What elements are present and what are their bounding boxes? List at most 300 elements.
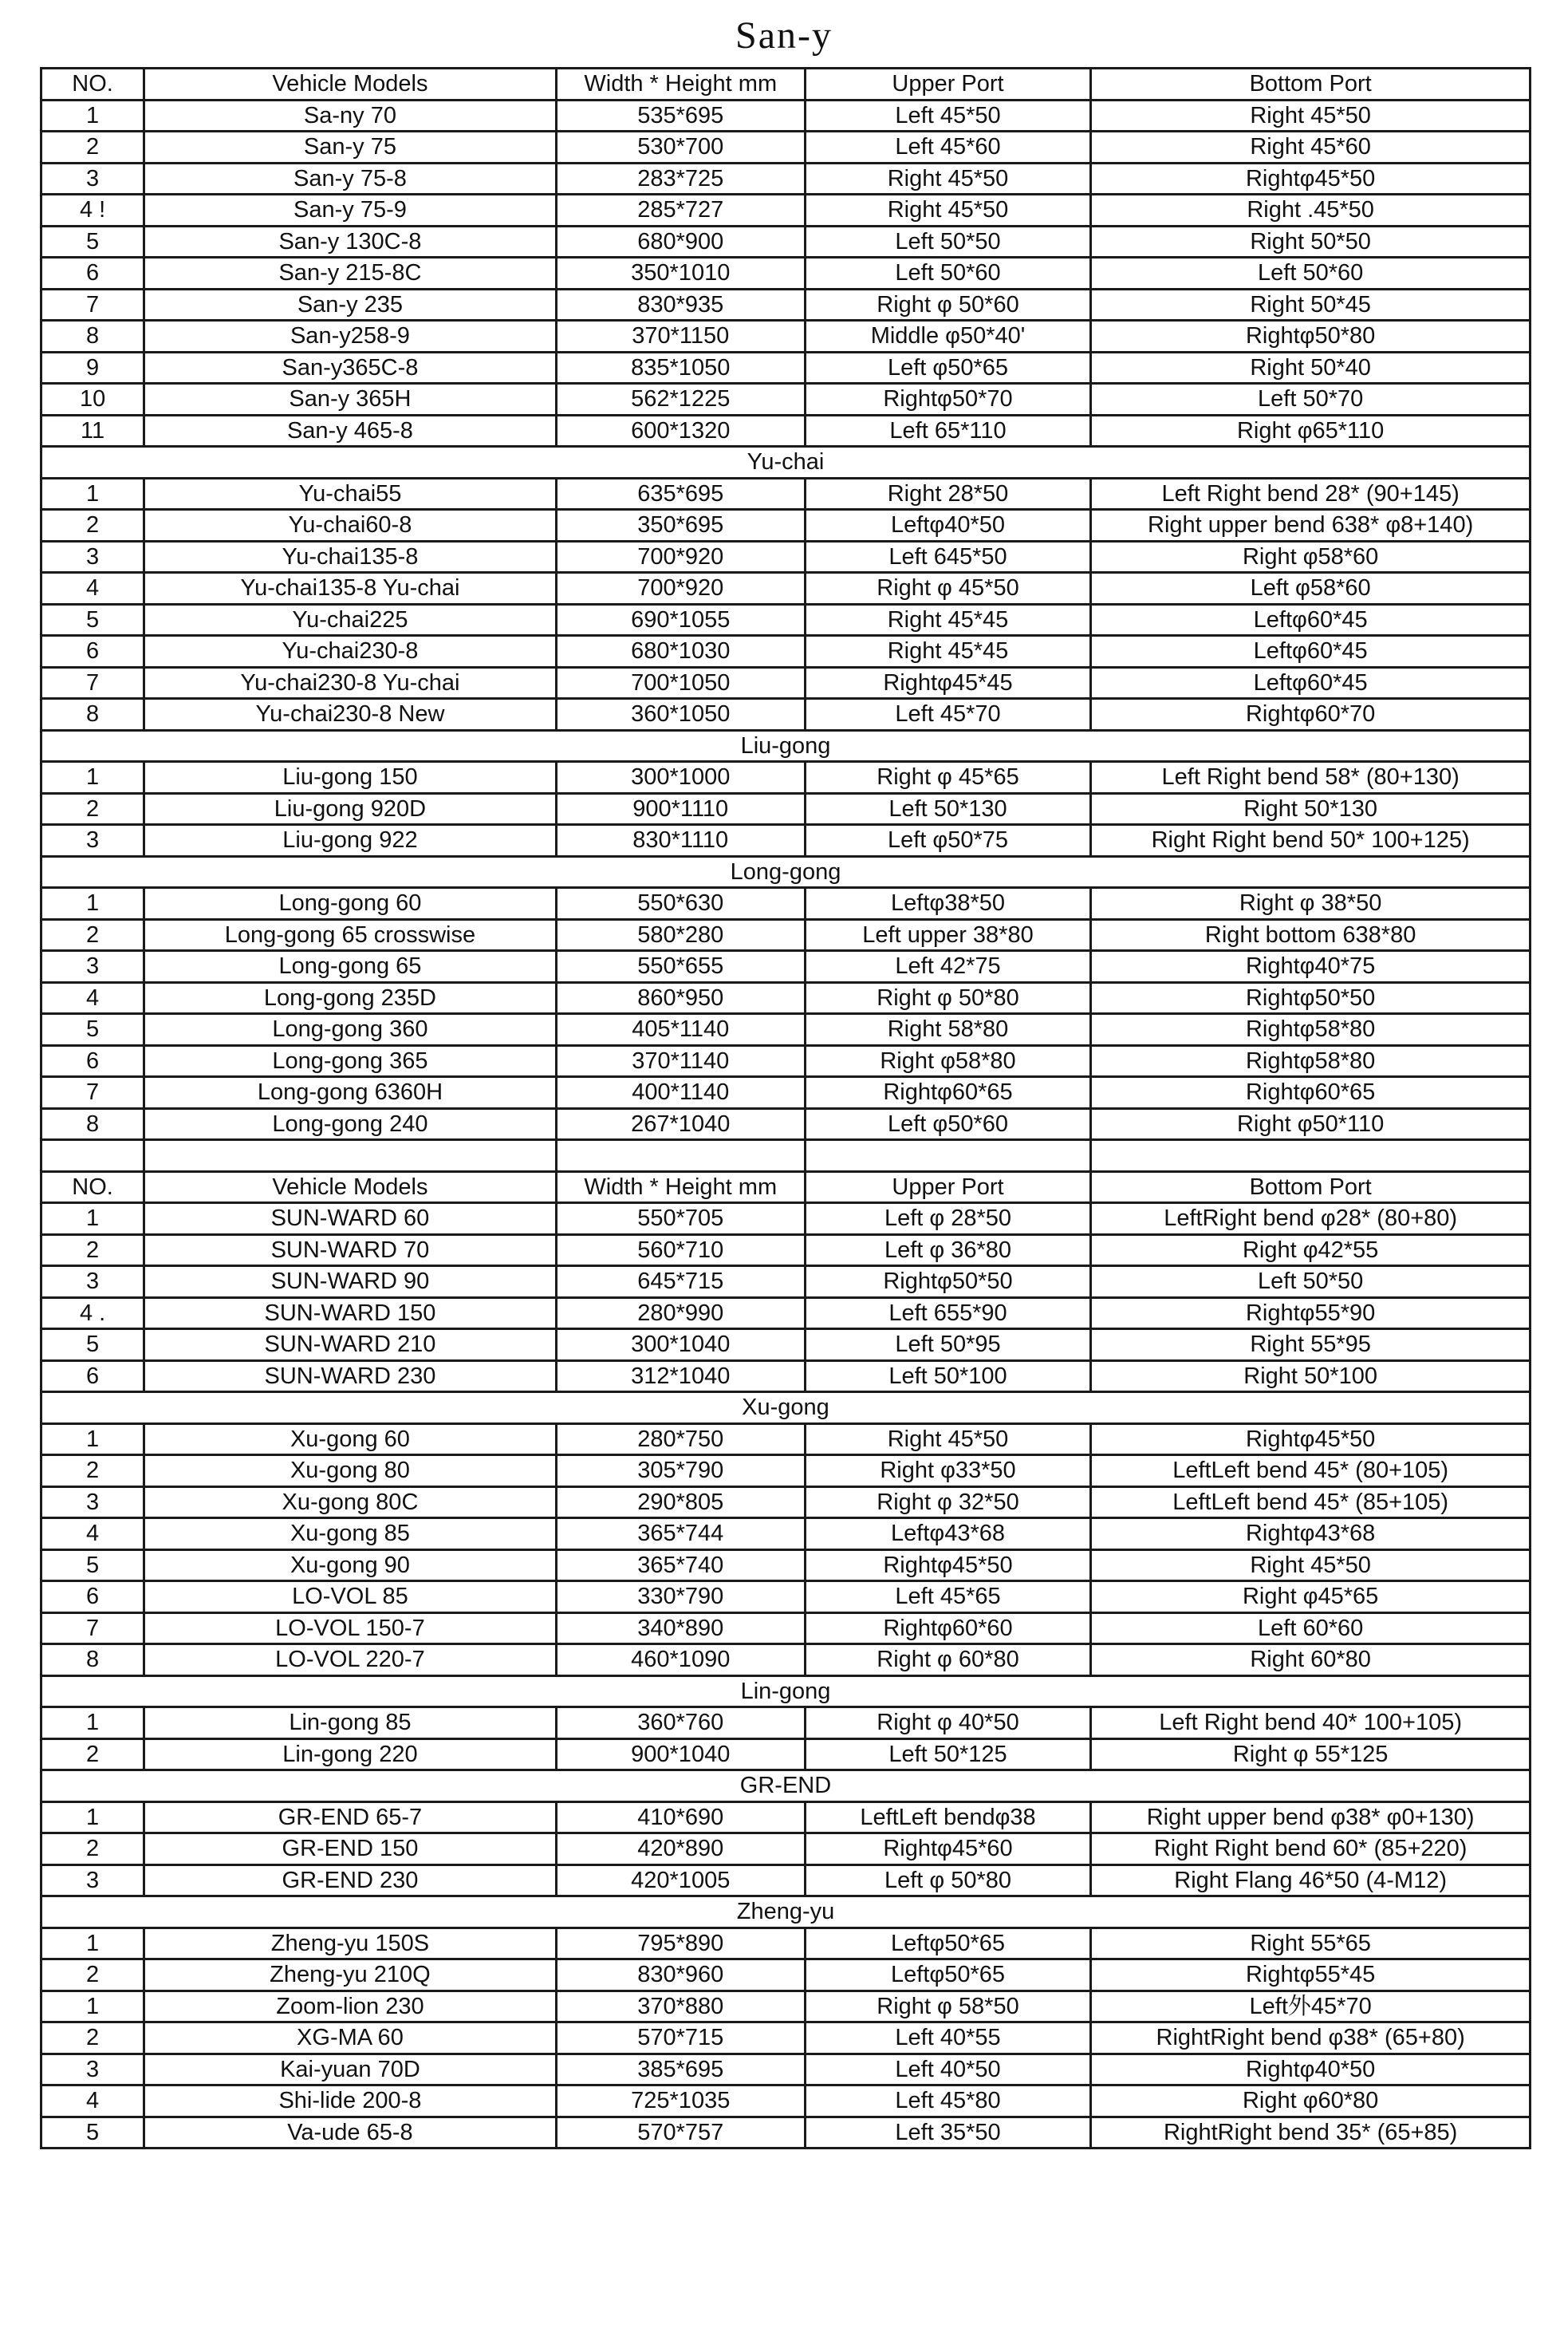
table-row (41, 604, 1531, 636)
column-header: Bottom Port (1091, 69, 1531, 101)
bottom-port-cell: Right φ50*110 (1091, 1108, 1531, 1140)
number-cell: 6 (41, 1360, 144, 1392)
size-cell: 635*695 (556, 478, 805, 510)
vehicle-model-cell: Xu-gong 85 (144, 1518, 557, 1550)
table-row (41, 1486, 1531, 1518)
vehicle-model-cell: Yu-chai230-8 Yu-chai (144, 667, 557, 699)
vehicle-model-cell: Yu-chai60-8 (144, 510, 557, 542)
number-cell: 3 (41, 541, 144, 573)
table-row (41, 1864, 1531, 1896)
size-cell: 560*710 (556, 1234, 805, 1266)
number-cell: 1 (41, 1423, 144, 1455)
size-cell: 680*1030 (556, 636, 805, 668)
table-row (41, 384, 1531, 416)
table-row (41, 2117, 1531, 2149)
upper-port-cell: Left 35*50 (805, 2117, 1091, 2149)
bottom-port-cell: LeftRight bend φ28* (80+80) (1091, 1203, 1531, 1235)
number-cell: 5 (41, 604, 144, 636)
size-cell: 360*760 (556, 1707, 805, 1739)
bottom-port-cell: Right φ65*110 (1091, 415, 1531, 447)
number-cell: 5 (41, 226, 144, 258)
upper-port-cell: Left φ50*75 (805, 825, 1091, 857)
table-row (41, 1297, 1531, 1329)
vehicle-model-cell: Liu-gong 150 (144, 762, 557, 794)
bottom-port-cell: Rightφ45*50 (1091, 1423, 1531, 1455)
table-row (41, 982, 1531, 1014)
number-cell: 1 (41, 1707, 144, 1739)
size-cell: 370*1150 (556, 321, 805, 353)
bottom-port-cell: Right 45*60 (1091, 132, 1531, 164)
number-cell: 7 (41, 1612, 144, 1644)
table-row (41, 352, 1531, 384)
bottom-port-cell: Right Right bend 60* (85+220) (1091, 1833, 1531, 1865)
bottom-port-cell: Leftφ60*45 (1091, 667, 1531, 699)
upper-port-cell: Left 45*65 (805, 1581, 1091, 1613)
upper-port-cell: Left 45*50 (805, 100, 1091, 132)
upper-port-cell: Middle φ50*40' (805, 321, 1091, 353)
table-row (41, 1738, 1531, 1770)
size-cell: 835*1050 (556, 352, 805, 384)
vehicle-model-cell: Yu-chai225 (144, 604, 557, 636)
table-row (41, 825, 1531, 857)
vehicle-model-cell: SUN-WARD 150 (144, 1297, 557, 1329)
table-row (41, 1329, 1531, 1361)
size-cell: 830*935 (556, 289, 805, 321)
number-cell: 1 (41, 1991, 144, 2022)
vehicle-model-cell: SUN-WARD 60 (144, 1203, 557, 1235)
table-row (41, 2054, 1531, 2085)
vehicle-model-cell: San-y 215-8C (144, 258, 557, 290)
section-row (41, 447, 1531, 479)
upper-port-cell: Right 45*50 (805, 163, 1091, 195)
size-cell (556, 1140, 805, 1172)
number-cell (41, 1140, 144, 1172)
bottom-port-cell: Rightφ50*50 (1091, 982, 1531, 1014)
table-row (41, 1045, 1531, 1077)
bottom-port-cell: Right Flang 46*50 (4-M12) (1091, 1864, 1531, 1896)
column-header: Width * Height mm (556, 69, 805, 101)
vehicle-model-cell: San-y 130C-8 (144, 226, 557, 258)
upper-port-cell: Left φ 36*80 (805, 1234, 1091, 1266)
upper-port-cell: Leftφ50*65 (805, 1928, 1091, 1959)
bottom-port-cell: Left Right bend 28* (90+145) (1091, 478, 1531, 510)
vehicle-model-cell: Xu-gong 80 (144, 1455, 557, 1487)
size-cell: 900*1110 (556, 793, 805, 825)
upper-port-cell: LeftLeft bendφ38 (805, 1801, 1091, 1833)
size-cell: 550*630 (556, 888, 805, 920)
vehicle-model-cell: Long-gong 365 (144, 1045, 557, 1077)
bottom-port-cell: LeftLeft bend 45* (80+105) (1091, 1455, 1531, 1487)
section-label: Zheng-yu (41, 1896, 1531, 1928)
size-cell: 410*690 (556, 1801, 805, 1833)
upper-port-cell: Right 45*45 (805, 604, 1091, 636)
vehicle-model-cell: Xu-gong 80C (144, 1486, 557, 1518)
number-cell: 2 (41, 1833, 144, 1865)
vehicle-model-cell: San-y 465-8 (144, 415, 557, 447)
size-cell: 385*695 (556, 2054, 805, 2085)
upper-port-cell: Rightφ45*45 (805, 667, 1091, 699)
bottom-port-cell: Rightφ60*70 (1091, 699, 1531, 731)
upper-port-cell: Right 45*45 (805, 636, 1091, 668)
size-cell: 580*280 (556, 919, 805, 951)
header-row (41, 1171, 1531, 1203)
table-row (41, 1203, 1531, 1235)
size-cell: 690*1055 (556, 604, 805, 636)
vehicle-model-cell: San-y 365H (144, 384, 557, 416)
column-header: NO. (41, 69, 144, 101)
number-cell: 11 (41, 415, 144, 447)
table-row (41, 667, 1531, 699)
upper-port-cell: Left 65*110 (805, 415, 1091, 447)
table-row (41, 2022, 1531, 2054)
upper-port-cell: Leftφ50*65 (805, 1959, 1091, 1991)
size-cell: 550*655 (556, 951, 805, 983)
bottom-port-cell: Rightφ58*80 (1091, 1014, 1531, 1046)
upper-port-cell: Left 50*60 (805, 258, 1091, 290)
vehicle-model-cell: SUN-WARD 70 (144, 1234, 557, 1266)
vehicle-model-cell: Long-gong 240 (144, 1108, 557, 1140)
upper-port-cell: Left 655*90 (805, 1297, 1091, 1329)
size-cell: 350*695 (556, 510, 805, 542)
number-cell: 10 (41, 384, 144, 416)
vehicle-model-cell: Yu-chai230-8 New (144, 699, 557, 731)
bottom-port-cell: Left 50*50 (1091, 1266, 1531, 1298)
vehicle-model-cell: Long-gong 235D (144, 982, 557, 1014)
upper-port-cell: Left 45*80 (805, 2085, 1091, 2117)
bottom-port-cell: Right φ45*65 (1091, 1581, 1531, 1613)
size-cell: 570*715 (556, 2022, 805, 2054)
table-row (41, 1077, 1531, 1109)
section-row (41, 1770, 1531, 1802)
number-cell: 2 (41, 1455, 144, 1487)
size-cell: 700*1050 (556, 667, 805, 699)
vehicle-model-cell: Va-ude 65-8 (144, 2117, 557, 2149)
upper-port-cell: Right 28*50 (805, 478, 1091, 510)
number-cell: 8 (41, 1644, 144, 1676)
table-row (41, 510, 1531, 542)
number-cell: 8 (41, 1108, 144, 1140)
table-row (41, 289, 1531, 321)
number-cell: 7 (41, 667, 144, 699)
bottom-port-cell: Right 45*50 (1091, 1549, 1531, 1581)
bottom-port-cell: Right 55*95 (1091, 1329, 1531, 1361)
bottom-port-cell: Left Right bend 58* (80+130) (1091, 762, 1531, 794)
bottom-port-cell: Left 50*70 (1091, 384, 1531, 416)
table-row (41, 1928, 1531, 1959)
size-cell: 305*790 (556, 1455, 805, 1487)
section-label: Liu-gong (41, 730, 1531, 762)
upper-port-cell: Left 50*130 (805, 793, 1091, 825)
number-cell: 4 (41, 982, 144, 1014)
vehicle-model-cell: XG-MA 60 (144, 2022, 557, 2054)
number-cell: 2 (41, 510, 144, 542)
bottom-port-cell: Right bottom 638*80 (1091, 919, 1531, 951)
table-row (41, 951, 1531, 983)
size-cell: 830*1110 (556, 825, 805, 857)
column-header: Upper Port (805, 1171, 1091, 1203)
table-row (41, 2085, 1531, 2117)
number-cell: 8 (41, 699, 144, 731)
bottom-port-cell: Right φ 38*50 (1091, 888, 1531, 920)
bottom-port-cell: Right upper bend φ38* φ0+130) (1091, 1801, 1531, 1833)
bottom-port-cell: Right 50*50 (1091, 226, 1531, 258)
bottom-port-cell: Left Right bend 40* 100+105) (1091, 1707, 1531, 1739)
number-cell: 4 . (41, 1297, 144, 1329)
vehicle-model-cell: Lin-gong 220 (144, 1738, 557, 1770)
vehicle-model-cell: San-y 75-8 (144, 163, 557, 195)
vehicle-model-cell: SUN-WARD 230 (144, 1360, 557, 1392)
bottom-port-cell: RightRight bend φ38* (65+80) (1091, 2022, 1531, 2054)
vehicle-model-cell: San-y258-9 (144, 321, 557, 353)
number-cell: 3 (41, 825, 144, 857)
number-cell: 6 (41, 636, 144, 668)
table-row (41, 1518, 1531, 1550)
upper-port-cell: Right 45*50 (805, 195, 1091, 227)
vehicle-model-cell: San-y 75-9 (144, 195, 557, 227)
number-cell: 2 (41, 132, 144, 164)
upper-port-cell: Right 45*50 (805, 1423, 1091, 1455)
vehicle-model-cell: Long-gong 65 (144, 951, 557, 983)
vehicle-model-cell: San-y 75 (144, 132, 557, 164)
blank-row (41, 1140, 1531, 1172)
upper-port-cell: Left 45*70 (805, 699, 1091, 731)
upper-port-cell: Right φ 50*60 (805, 289, 1091, 321)
size-cell: 420*890 (556, 1833, 805, 1865)
number-cell: 8 (41, 321, 144, 353)
size-cell: 550*705 (556, 1203, 805, 1235)
table-row (41, 762, 1531, 794)
number-cell: 3 (41, 163, 144, 195)
table-row (41, 1234, 1531, 1266)
section-row (41, 856, 1531, 888)
table-row (41, 699, 1531, 731)
upper-port-cell: Leftφ40*50 (805, 510, 1091, 542)
vehicle-port-table (40, 67, 1531, 2149)
bottom-port-cell: Rightφ58*80 (1091, 1045, 1531, 1077)
upper-port-cell: Rightφ45*60 (805, 1833, 1091, 1865)
size-cell: 725*1035 (556, 2085, 805, 2117)
vehicle-model-cell: Kai-yuan 70D (144, 2054, 557, 2085)
bottom-port-cell: LeftLeft bend 45* (85+105) (1091, 1486, 1531, 1518)
number-cell: 2 (41, 2022, 144, 2054)
table-row (41, 1266, 1531, 1298)
number-cell: 1 (41, 1801, 144, 1833)
table-row (41, 888, 1531, 920)
number-cell: 2 (41, 919, 144, 951)
table-row (41, 1707, 1531, 1739)
table-row (41, 793, 1531, 825)
table-row (41, 1959, 1531, 1991)
size-cell: 562*1225 (556, 384, 805, 416)
size-cell: 300*1000 (556, 762, 805, 794)
vehicle-model-cell: GR-END 230 (144, 1864, 557, 1896)
bottom-port-cell: Right φ60*80 (1091, 2085, 1531, 2117)
number-cell: 4 (41, 573, 144, 605)
upper-port-cell: Right φ33*50 (805, 1455, 1091, 1487)
bottom-port-cell: Rightφ45*50 (1091, 163, 1531, 195)
table-row (41, 132, 1531, 164)
vehicle-model-cell: Yu-chai55 (144, 478, 557, 510)
column-header: Vehicle Models (144, 69, 557, 101)
vehicle-model-cell: Long-gong 360 (144, 1014, 557, 1046)
bottom-port-cell: Right 50*40 (1091, 352, 1531, 384)
table-row (41, 1581, 1531, 1613)
number-cell: 1 (41, 100, 144, 132)
upper-port-cell: Right φ 40*50 (805, 1707, 1091, 1739)
number-cell: 6 (41, 1045, 144, 1077)
size-cell: 645*715 (556, 1266, 805, 1298)
table-row (41, 163, 1531, 195)
table-row (41, 1612, 1531, 1644)
number-cell: 3 (41, 2054, 144, 2085)
size-cell: 420*1005 (556, 1864, 805, 1896)
upper-port-cell: Rightφ60*60 (805, 1612, 1091, 1644)
table-row (41, 1991, 1531, 2022)
number-cell: 7 (41, 1077, 144, 1109)
size-cell: 280*750 (556, 1423, 805, 1455)
bottom-port-cell: Leftφ60*45 (1091, 636, 1531, 668)
size-cell: 570*757 (556, 2117, 805, 2149)
vehicle-model-cell: LO-VOL 85 (144, 1581, 557, 1613)
upper-port-cell: Left 50*50 (805, 226, 1091, 258)
vehicle-model-cell: Yu-chai230-8 (144, 636, 557, 668)
column-header: Width * Height mm (556, 1171, 805, 1203)
upper-port-cell: Left 50*125 (805, 1738, 1091, 1770)
vehicle-model-cell: Xu-gong 90 (144, 1549, 557, 1581)
section-label: Yu-chai (41, 447, 1531, 479)
number-cell: 1 (41, 888, 144, 920)
upper-port-cell: Right φ 58*50 (805, 1991, 1091, 2022)
upper-port-cell: Left φ 50*80 (805, 1864, 1091, 1896)
section-row (41, 1392, 1531, 1424)
section-label: Lin-gong (41, 1675, 1531, 1707)
table-row (41, 195, 1531, 227)
size-cell: 283*725 (556, 163, 805, 195)
section-label: GR-END (41, 1770, 1531, 1802)
upper-port-cell: Left 40*55 (805, 2022, 1091, 2054)
section-row (41, 1896, 1531, 1928)
size-cell: 312*1040 (556, 1360, 805, 1392)
upper-port-cell: Left 50*95 (805, 1329, 1091, 1361)
number-cell: 4 ! (41, 195, 144, 227)
bottom-port-cell: Right 50*100 (1091, 1360, 1531, 1392)
size-cell: 280*990 (556, 1297, 805, 1329)
bottom-port-cell: Leftφ60*45 (1091, 604, 1531, 636)
table-row (41, 573, 1531, 605)
size-cell: 330*790 (556, 1581, 805, 1613)
number-cell: 5 (41, 1549, 144, 1581)
table-row (41, 1644, 1531, 1676)
vehicle-model-cell: Yu-chai135-8 (144, 541, 557, 573)
vehicle-model-cell: Xu-gong 60 (144, 1423, 557, 1455)
bottom-port-cell: Right upper bend 638* φ8+140) (1091, 510, 1531, 542)
number-cell: 5 (41, 1014, 144, 1046)
upper-port-cell: Left 50*100 (805, 1360, 1091, 1392)
bottom-port-cell: Right φ42*55 (1091, 1234, 1531, 1266)
size-cell: 795*890 (556, 1928, 805, 1959)
vehicle-model-cell: Sa-ny 70 (144, 100, 557, 132)
bottom-port-cell: Rightφ40*50 (1091, 2054, 1531, 2085)
bottom-port-cell: Right 50*130 (1091, 793, 1531, 825)
upper-port-cell: Left upper 38*80 (805, 919, 1091, 951)
table-row (41, 1108, 1531, 1140)
document-title: San-y (735, 14, 833, 57)
upper-port-cell: Leftφ38*50 (805, 888, 1091, 920)
upper-port-cell: Rightφ60*65 (805, 1077, 1091, 1109)
vehicle-model-cell: GR-END 65-7 (144, 1801, 557, 1833)
bottom-port-cell: Right 45*50 (1091, 100, 1531, 132)
table-row (41, 1455, 1531, 1487)
table-row (41, 1360, 1531, 1392)
table-row (41, 1423, 1531, 1455)
header-row (41, 69, 1531, 101)
bottom-port-cell: Left φ58*60 (1091, 573, 1531, 605)
upper-port-cell: Rightφ45*50 (805, 1549, 1091, 1581)
bottom-port-cell: Rightφ50*80 (1091, 321, 1531, 353)
upper-port-cell: Right φ 60*80 (805, 1644, 1091, 1676)
number-cell: 3 (41, 951, 144, 983)
section-label: Xu-gong (41, 1392, 1531, 1424)
upper-port-cell: Left 40*50 (805, 2054, 1091, 2085)
column-header: Upper Port (805, 69, 1091, 101)
vehicle-model-cell: Lin-gong 85 (144, 1707, 557, 1739)
upper-port-cell (805, 1140, 1091, 1172)
bottom-port-cell: RightRight bend 35* (65+85) (1091, 2117, 1531, 2149)
section-label: Long-gong (41, 856, 1531, 888)
number-cell: 5 (41, 2117, 144, 2149)
bottom-port-cell: Right φ58*60 (1091, 541, 1531, 573)
vehicle-model-cell: Liu-gong 922 (144, 825, 557, 857)
size-cell: 365*740 (556, 1549, 805, 1581)
size-cell: 700*920 (556, 541, 805, 573)
number-cell: 3 (41, 1864, 144, 1896)
upper-port-cell: Right φ 45*50 (805, 573, 1091, 605)
number-cell: 3 (41, 1486, 144, 1518)
vehicle-model-cell: LO-VOL 150-7 (144, 1612, 557, 1644)
size-cell: 535*695 (556, 100, 805, 132)
size-cell: 460*1090 (556, 1644, 805, 1676)
section-row (41, 730, 1531, 762)
vehicle-model-cell: Long-gong 65 crosswise (144, 919, 557, 951)
upper-port-cell: Left φ50*65 (805, 352, 1091, 384)
table-row (41, 415, 1531, 447)
vehicle-model-cell: San-y 235 (144, 289, 557, 321)
bottom-port-cell (1091, 1140, 1531, 1172)
table-row (41, 1801, 1531, 1833)
size-cell: 370*1140 (556, 1045, 805, 1077)
vehicle-model-cell: Liu-gong 920D (144, 793, 557, 825)
upper-port-cell: Rightφ50*50 (805, 1266, 1091, 1298)
upper-port-cell: Leftφ43*68 (805, 1518, 1091, 1550)
table-row (41, 541, 1531, 573)
upper-port-cell: Left 45*60 (805, 132, 1091, 164)
size-cell: 860*950 (556, 982, 805, 1014)
upper-port-cell: Left 42*75 (805, 951, 1091, 983)
upper-port-cell: Left 645*50 (805, 541, 1091, 573)
number-cell: 2 (41, 1959, 144, 1991)
bottom-port-cell: Left 50*60 (1091, 258, 1531, 290)
column-header: Bottom Port (1091, 1171, 1531, 1203)
size-cell: 290*805 (556, 1486, 805, 1518)
size-cell: 830*960 (556, 1959, 805, 1991)
size-cell: 360*1050 (556, 699, 805, 731)
table-row (41, 1549, 1531, 1581)
table-row (41, 1833, 1531, 1865)
size-cell: 700*920 (556, 573, 805, 605)
vehicle-model-cell: Shi-lide 200-8 (144, 2085, 557, 2117)
vehicle-model-cell: Zoom-lion 230 (144, 1991, 557, 2022)
size-cell: 600*1320 (556, 415, 805, 447)
